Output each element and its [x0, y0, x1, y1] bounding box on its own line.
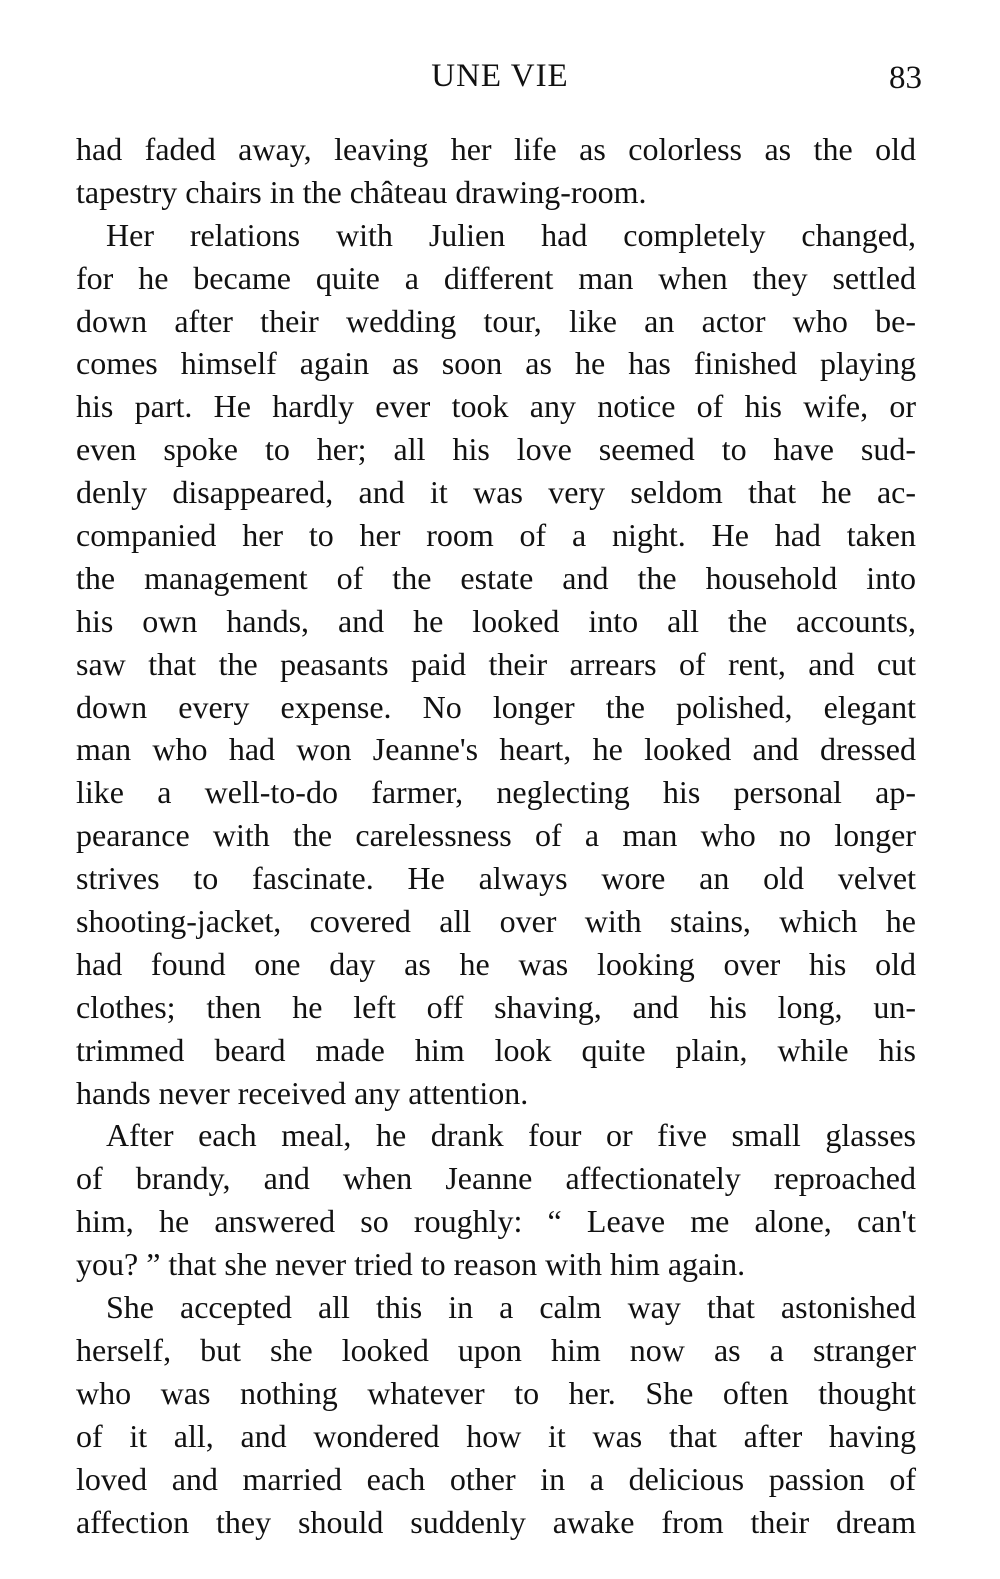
text-line: down every expense. No longer the polished, elegant: [76, 688, 916, 725]
text-line: trimmed beard made him look quite plain, while his: [76, 1031, 916, 1068]
text-line: his own hands, and he looked into all the accounts,: [76, 602, 916, 639]
text-line: comes himself again as soon as he has finished playing: [76, 345, 916, 382]
text-line: like a well-to-do farmer, neglecting his personal ap-: [76, 774, 916, 811]
text-line: clothes; then he left off shaving, and his long, un-: [76, 988, 916, 1025]
text-line: down after their wedding tour, like an actor who be-: [76, 302, 916, 339]
text-line: man who had won Jeanne's heart, he looked and dressed: [76, 731, 916, 768]
text-line: hands never received any attention.: [76, 1074, 529, 1111]
text-line: After each meal, he drank four or five small glasses: [106, 1117, 916, 1154]
running-title: UNE VIE: [431, 58, 569, 94]
paragraph: [76, 128, 916, 214]
text-line: companied her to her room of a night. He had taken: [76, 517, 916, 554]
text-line: had found one day as he was looking over his old: [76, 945, 916, 982]
paragraph: [76, 1114, 916, 1286]
page-number: 83: [889, 60, 922, 96]
text-line: even spoke to her; all his love seemed to have sud-: [76, 431, 916, 468]
text-line: pearance with the carelessness of a man who no longer: [76, 817, 916, 854]
text-line: him, he answered so roughly: “ Leave me alone, can't: [76, 1203, 916, 1240]
text-line: herself, but she looked upon him now as a stranger: [76, 1331, 916, 1368]
text-line: had faded away, leaving her life as colorless as the old: [76, 131, 916, 167]
text-line: his part. He hardly ever took any notice of his wife, or: [76, 388, 916, 425]
body-text: [76, 128, 916, 1543]
text-line: tapestry chairs in the château drawing-room.: [76, 173, 647, 210]
text-line: who was nothing whatever to her. She often thought: [76, 1374, 916, 1411]
text-line: of it all, and wondered how it was that after having: [76, 1417, 916, 1454]
text-line: loved and married each other in a delicious passion of: [76, 1460, 916, 1497]
text-line: shooting-jacket, covered all over with stains, which he: [76, 903, 916, 940]
text-line: the management of the estate and the household into: [76, 559, 916, 596]
text-line: saw that the peasants paid their arrears of rent, and cut: [76, 645, 916, 682]
text-line: She accepted all this in a calm way that astonished: [106, 1289, 916, 1326]
text-line: denly disappeared, and it was very seldom that he ac-: [76, 474, 916, 511]
text-line: of brandy, and when Jeanne affectionately reproached: [76, 1160, 916, 1197]
text-line: Her relations with Julien had completely changed,: [106, 216, 916, 253]
paragraph: [76, 214, 916, 1115]
text-line: affection they should suddenly awake from their dream: [76, 1503, 916, 1540]
paragraph: [76, 1286, 916, 1543]
text-line: strives to fascinate. He always wore an old velvet: [76, 860, 916, 897]
text-line: for he became quite a different man when they settled: [76, 259, 916, 296]
text-line: you? ” that she never tried to reason with him again.: [76, 1246, 746, 1283]
